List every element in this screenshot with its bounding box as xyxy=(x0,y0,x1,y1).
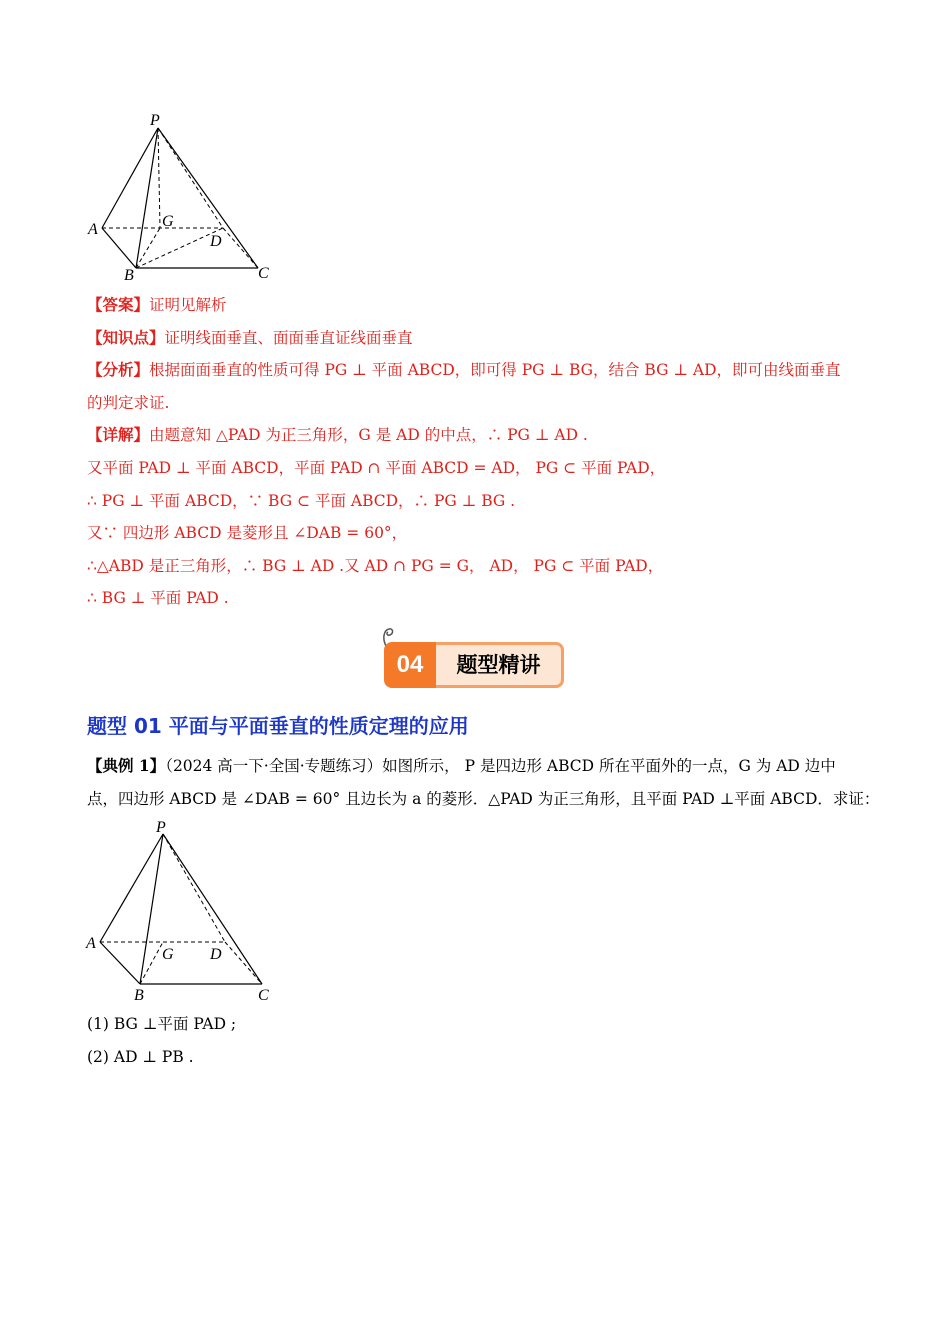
label-P: P xyxy=(150,112,160,129)
edge-AB xyxy=(100,942,140,984)
label-A: A xyxy=(86,935,96,952)
question-1: (1) BG ⊥平面 PAD ; xyxy=(87,1015,237,1033)
example-tag: 【典例 1】 xyxy=(87,756,166,775)
label-G: G xyxy=(162,946,174,963)
edge-PG xyxy=(158,128,160,228)
answer-text: 证明见解析 xyxy=(149,296,227,314)
knowledge-tag: 【知识点】 xyxy=(87,328,165,347)
answer-line xyxy=(87,295,227,315)
question-2: (2) AD ⊥ PB . xyxy=(87,1048,194,1066)
detail-text-1: 由题意知 △PAD 为正三角形，G 是 AD 的中点，∴ PG ⊥ AD . xyxy=(149,426,588,444)
analysis-line-2: 的判定求证. xyxy=(87,394,170,412)
label-D: D xyxy=(210,946,222,963)
label-A: A xyxy=(88,221,98,238)
label-P: P xyxy=(156,819,166,836)
knowledge-line xyxy=(87,328,413,348)
section-heading: 题型 01 平面与平面垂直的性质定理的应用 xyxy=(87,714,469,738)
edge-PA xyxy=(100,834,163,942)
knowledge-text: 证明线面垂直、面面垂直证线面垂直 xyxy=(164,329,413,347)
detail-line-3: ∴ PG ⊥ 平面 ABCD，∵ BG ⊂ 平面 ABCD，∴ PG ⊥ BG . xyxy=(87,492,516,510)
label-B: B xyxy=(134,987,144,1004)
edge-AB xyxy=(102,228,136,268)
analysis-text-1: 根据面面垂直的性质可得 PG ⊥ 平面 ABCD，即可得 PG ⊥ BG，结合 BG ⊥ AD，即可由线面垂直 xyxy=(149,361,841,379)
badge-label: 题型精讲 xyxy=(436,642,564,688)
detail-line-1 xyxy=(87,425,588,445)
edge-DC xyxy=(225,942,262,984)
edge-PC xyxy=(158,128,258,268)
detail-line-5: ∴△ABD 是正三角形，∴ BG ⊥ AD .又 AD ∩ PG = G， AD， PG ⊂ 平面 PAD， xyxy=(87,557,664,575)
pyramid-figure-2 xyxy=(80,816,280,1006)
analysis-tag: 【分析】 xyxy=(87,360,150,379)
answer-tag: 【答案】 xyxy=(87,295,150,314)
detail-line-4: 又∵ 四边形 ABCD 是菱形且 ∠DAB = 60°， xyxy=(87,524,408,542)
label-B: B xyxy=(124,267,134,284)
label-C: C xyxy=(258,987,269,1004)
badge-number: 04 xyxy=(384,642,436,688)
analysis-line-1 xyxy=(87,360,841,380)
example-text-1: （2024 高一下·全国·专题练习）如图所示， P 是四边形 ABCD 所在平面外的一点，G 为 AD 边中 xyxy=(165,757,836,775)
detail-tag: 【详解】 xyxy=(87,425,150,444)
detail-line-6: ∴ BG ⊥ 平面 PAD . xyxy=(87,589,229,607)
pyramid-figure-1 xyxy=(80,108,280,288)
label-C: C xyxy=(258,265,269,282)
example-line-1 xyxy=(87,756,836,776)
label-G: G xyxy=(162,213,174,230)
detail-line-2: 又平面 PAD ⊥ 平面 ABCD，平面 PAD ∩ 平面 ABCD = AD， PG ⊂ 平面 PAD， xyxy=(87,459,666,477)
example-line-2: 点，四边形 ABCD 是 ∠DAB = 60° 且边长为 a 的菱形．△PAD 为正三角形，且平面 PAD ⊥平面 ABCD．求证： xyxy=(87,790,880,808)
edge-PD xyxy=(163,834,225,942)
edge-PB xyxy=(136,128,158,268)
label-D: D xyxy=(210,233,222,250)
edge-DC xyxy=(223,228,258,268)
edge-PB xyxy=(140,834,163,984)
